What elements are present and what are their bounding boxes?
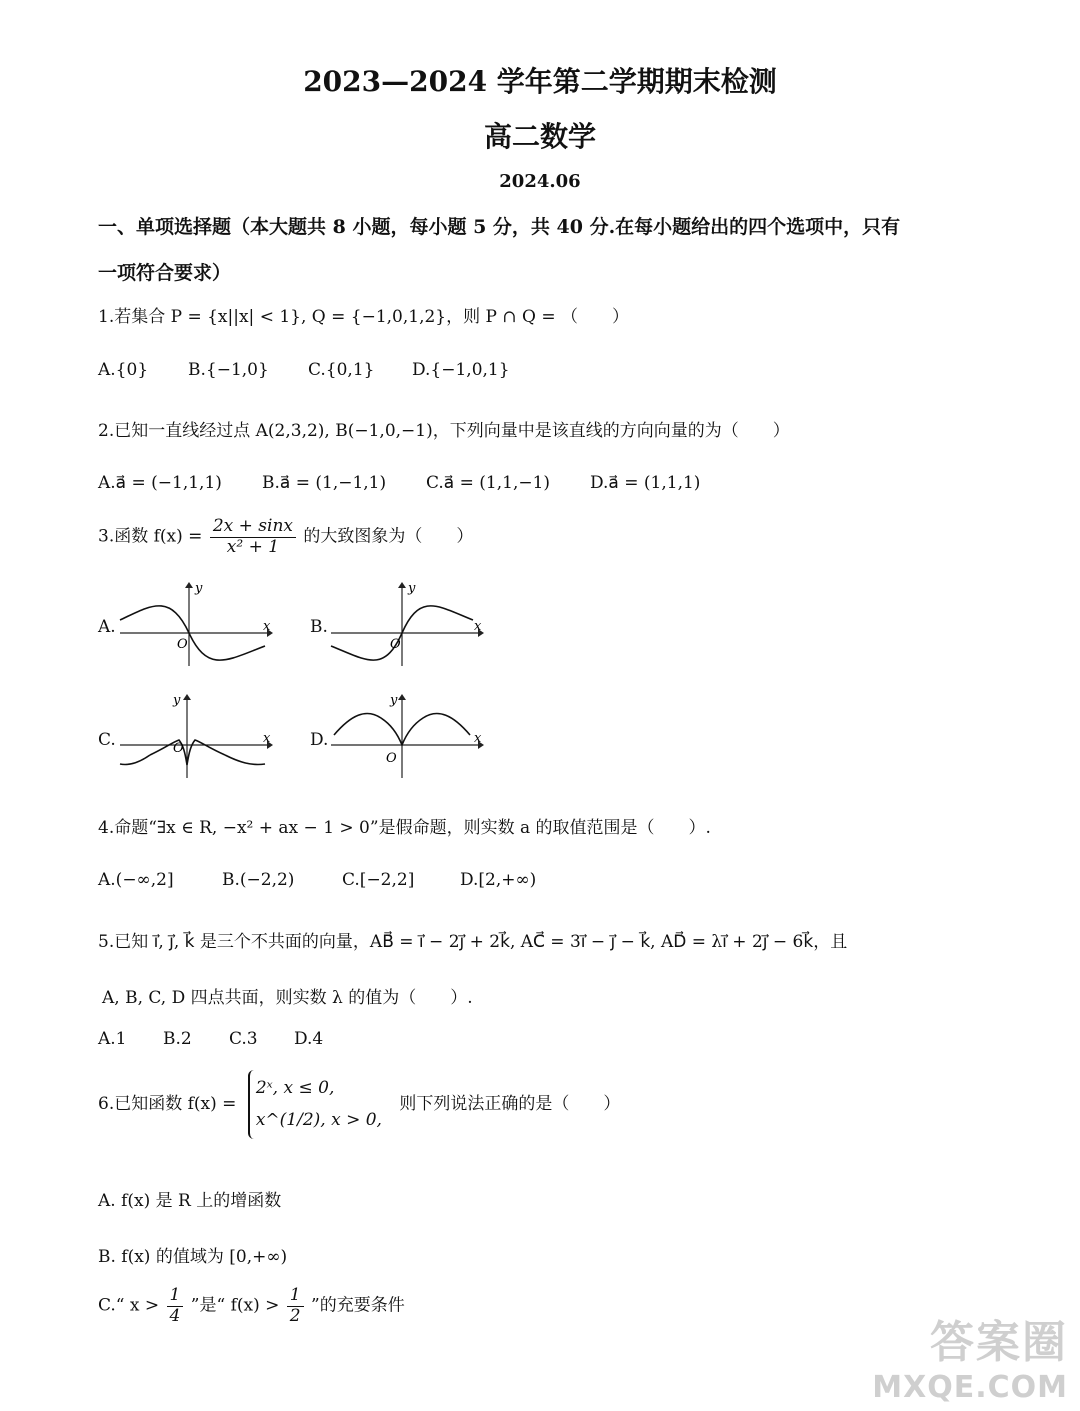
question-3-option-b-label: B. (310, 617, 328, 637)
question-2-option-a: A.a⃗ = (−1,1,1) (98, 473, 222, 493)
question-5-option-a: A.1 (98, 1029, 127, 1049)
question-4-option-a: A.(−∞,2] (98, 870, 174, 890)
graph-c-y-label: y (173, 693, 181, 708)
question-6-option-c-fraction-2 (287, 1286, 304, 1326)
question-2-option-b: B.a⃗ = (1,−1,1) (262, 473, 387, 493)
question-6-piecewise (248, 1070, 388, 1139)
question-5-stem-line2: A, B, C, D 四点共面，则实数 λ 的值为（ ）. (102, 988, 473, 1008)
exam-date: 2024.06 (499, 171, 581, 192)
question-6-option-a: A. f(x) 是 R 上的增函数 (98, 1191, 282, 1211)
graph-c-origin-label: O (173, 741, 184, 756)
question-6-option-c-prefix: C.“ x > (98, 1295, 160, 1316)
question-4-option-d: D.[2,+∞) (460, 870, 537, 890)
question-6-case-2: x^(1/2), x > 0, (255, 1110, 382, 1131)
graph-b-x-label: x (474, 619, 482, 634)
section-heading-line1: 一、单项选择题（本大题共 8 小题，每小题 5 分，共 40 分.在每小题给出的四个选项中，只有 (98, 216, 901, 238)
question-3-fraction (210, 517, 296, 557)
question-4-option-c: C.[−2,2] (342, 870, 415, 890)
question-4-option-b: B.(−2,2) (222, 870, 295, 890)
question-3-graph-a (115, 578, 275, 670)
question-5-option-b: B.2 (163, 1029, 192, 1049)
question-3-option-d-label: D. (310, 730, 329, 750)
question-1-option-c: C.{0,1} (308, 360, 375, 380)
question-2-option-c: C.a⃗ = (1,1,−1) (426, 473, 551, 493)
question-4-stem: 4.命题“∃x ∈ R, −x² + ax − 1 > 0”是假命题，则实数 a 的取值范围是（ ）. (98, 818, 711, 838)
question-6-option-c-middle: ”是“ f(x) > (190, 1295, 280, 1316)
question-3-option-c-label: C. (98, 730, 116, 750)
question-6-case-1: 2ˣ, x ≤ 0, (255, 1078, 335, 1098)
question-6-stem (98, 1070, 620, 1139)
watermark (872, 1306, 1068, 1405)
question-3-fraction-numerator: 2x + sinx (210, 517, 296, 538)
question-6-option-b: B. f(x) 的值域为 [0,+∞) (98, 1247, 288, 1267)
question-3-stem-suffix: 的大致图象为（ ） (303, 526, 474, 547)
graph-d-origin-label: O (386, 751, 397, 766)
question-3-graph-b (326, 578, 486, 670)
question-6-option-c-fraction-1 (167, 1286, 184, 1326)
graph-b-y-label: y (408, 581, 416, 596)
graph-d-x-label: x (474, 731, 482, 746)
subject-title: 高二数学 (483, 120, 596, 153)
question-5-stem-line1: 5.已知 i⃗, j⃗, k⃗ 是三个不共面的向量，AB⃗ = i⃗ − 2j⃗ + 2k⃗, AC⃗ = 3i⃗ − j⃗ − k⃗, AD⃗ = λi⃗ + 2j⃗ − 6k⃗，且 (98, 932, 848, 952)
section-heading-line2: 一项符合要求） (98, 262, 232, 284)
question-1-option-a: A.{0} (98, 360, 149, 380)
watermark-line2: MXQE.COM (872, 1370, 1068, 1405)
question-2-stem: 2.已知一直线经过点 A(2,3,2), B(−1,0,−1)，下列向量中是该直线的方向向量的为（ ） (98, 421, 790, 441)
question-5-option-d: D.4 (294, 1029, 324, 1049)
fraction-2-denominator: 2 (289, 1305, 301, 1326)
fraction-2-numerator: 1 (287, 1286, 304, 1307)
graph-b-origin-label: O (390, 637, 401, 652)
question-3-stem-prefix: 3.函数 f(x) = (98, 526, 203, 547)
graph-d-y-label: y (390, 693, 398, 708)
question-1-option-d: D.{−1,0,1} (412, 360, 510, 380)
graph-a-y-label: y (195, 581, 203, 596)
graph-a-origin-label: O (177, 637, 188, 652)
graph-a-x-label: x (263, 619, 271, 634)
exam-title: 2023—2024 学年第二学期期末检测 (303, 65, 777, 98)
watermark-line1: 答案圈 (930, 1317, 1068, 1368)
question-1-stem: 1.若集合 P = {x||x| < 1}, Q = {−1,0,1,2}，则 P ∩ Q = （ ） (98, 307, 630, 327)
fraction-1-numerator: 1 (167, 1286, 184, 1307)
fraction-1-denominator: 4 (169, 1305, 181, 1326)
question-3-graph-c (115, 690, 275, 782)
question-3-graph-d (326, 690, 486, 782)
graph-c-x-label: x (263, 731, 271, 746)
question-3-stem (98, 517, 473, 557)
question-3-fraction-denominator: x² + 1 (226, 536, 280, 557)
question-6-stem-suffix: 则下列说法正确的是（ ） (399, 1093, 621, 1114)
question-5-option-c: C.3 (229, 1029, 258, 1049)
question-2-option-d: D.a⃗ = (1,1,1) (590, 473, 701, 493)
question-1-option-b: B.{−1,0} (188, 360, 269, 380)
question-6-option-c (98, 1286, 405, 1326)
question-6-stem-prefix: 6.已知函数 f(x) = (98, 1093, 237, 1114)
question-3-option-a-label: A. (98, 617, 116, 637)
question-6-option-c-suffix: ”的充要条件 (311, 1295, 405, 1316)
